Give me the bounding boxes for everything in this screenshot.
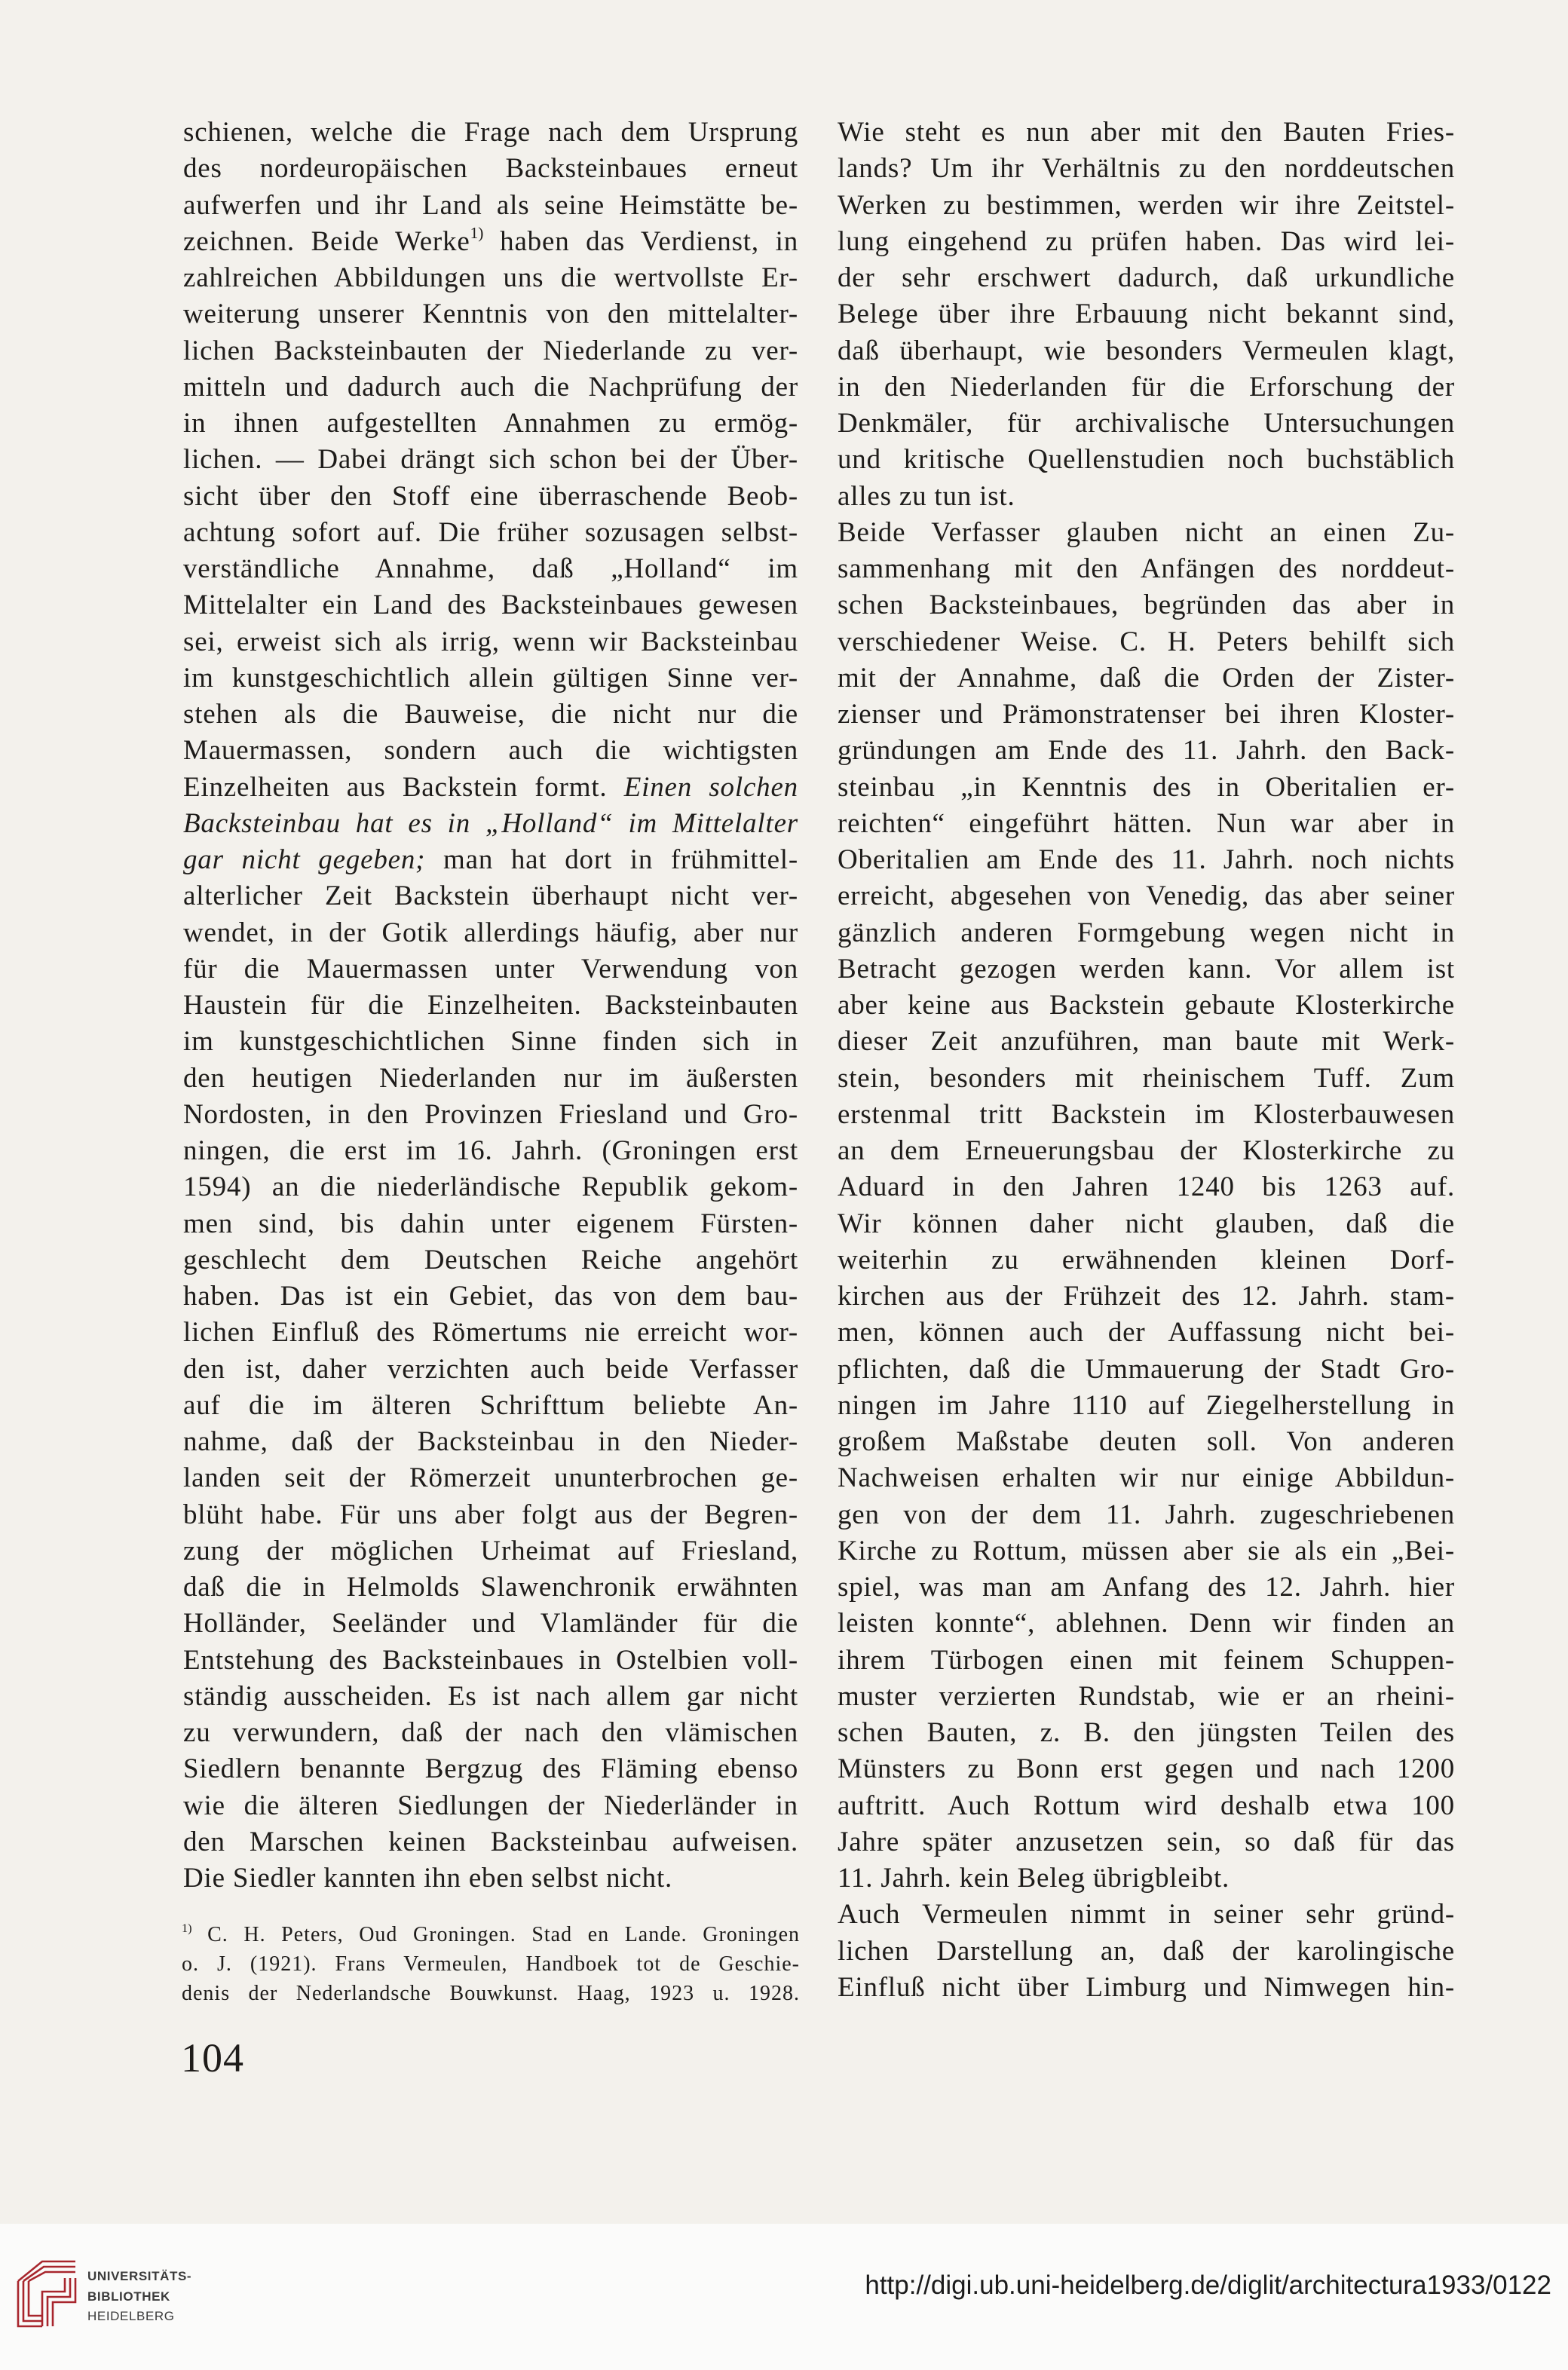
- text-line: 1594) an die niederländische Republik gekom-: [183, 1171, 798, 1203]
- text-line: zahlreichen Abbildungen uns die wertvollste Er-: [183, 262, 798, 293]
- source-url: http://digi.ub.uni-heidelberg.de/diglit/architectura1933/0122: [865, 2270, 1551, 2300]
- library-footer: [0, 2224, 1568, 2370]
- text-line: wendet, in der Gotik allerdings häufig, aber nur: [183, 917, 798, 948]
- page-number: 104: [181, 2035, 244, 2081]
- footnote-marker: 1): [182, 1921, 192, 1935]
- text-segment: Einzelheiten aus Backstein formt.: [183, 771, 624, 803]
- text-line: landen seit der Römerzeit ununterbrochen ge-: [183, 1462, 798, 1494]
- text-line: aufwerfen und ihr Land als seine Heimstätte be-: [183, 189, 798, 221]
- text-line: Belege über ihre Erbauung nicht bekannt sind,: [838, 299, 1455, 330]
- text-line: gründungen am Ende des 11. Jahrh. den Back-: [838, 735, 1455, 767]
- library-logo-icon: [12, 2255, 81, 2331]
- text-line: den ist, daher verzichten auch beide Verfasser: [183, 1353, 798, 1385]
- text-line: muster verzierten Rundstab, wie er an rheini-: [838, 1680, 1455, 1712]
- library-name-line: HEIDELBERG: [87, 2309, 175, 2323]
- text-line: reichten“ eingeführt hätten. Nun war aber in: [838, 807, 1455, 839]
- text-line: Mittelalter ein Land des Backsteinbaues gewesen: [183, 589, 798, 621]
- text-line: Denkmäler, für archivalische Untersuchungen: [838, 408, 1455, 439]
- text-line: geschlecht dem Deutschen Reiche angehört: [183, 1244, 798, 1275]
- text-line: ningen, die erst im 16. Jahrh. (Groningen erst: [183, 1135, 798, 1166]
- text-line: den heutigen Niederlanden nur im äußersten: [183, 1062, 798, 1094]
- text-line: lands? Um ihr Verhältnis zu den norddeutschen: [838, 153, 1455, 185]
- text-line: Siedlern benannte Bergzug des Fläming ebenso: [183, 1753, 798, 1785]
- text-line: sammenhang mit den Anfängen des norddeut-: [838, 553, 1455, 584]
- text-line: Oberitalien am Ende des 11. Jahrh. noch nichts: [838, 844, 1455, 875]
- text-line: sicht über den Stoff eine überraschende Beob-: [183, 480, 798, 512]
- text-segment: man hat dort in frühmittel-: [425, 844, 798, 875]
- library-name-line: UNIVERSITÄTS-: [87, 2269, 192, 2283]
- text-line: Mauermassen, sondern auch die wichtigsten: [183, 735, 798, 767]
- text-line: stehen als die Bauweise, die nicht nur die: [183, 699, 798, 730]
- text-line: lichen. — Dabei drängt sich schon bei der Über-: [183, 444, 798, 476]
- text-line: 11. Jahrh. kein Beleg übrigbleibt.: [838, 1863, 1230, 1894]
- text-line: dieser Zeit anzuführen, man baute mit Werk-: [838, 1026, 1455, 1058]
- text-line: schen Bauten, z. B. den jüngsten Teilen des: [838, 1717, 1455, 1748]
- text-line: lichen Backsteinbauten der Niederlande zu ver-: [183, 335, 798, 366]
- text-line: stein, besonders mit rheinischem Tuff. Zum: [838, 1062, 1455, 1094]
- text-line: Entstehung des Backsteinbaues in Ostelbien voll-: [183, 1644, 798, 1676]
- text-line: Jahre später anzusetzen sein, so daß für das: [838, 1826, 1455, 1857]
- text-line: blüht habe. Für uns aber folgt aus der Begren-: [183, 1499, 798, 1530]
- text-line: gen von der dem 11. Jahrh. zugeschriebenen: [838, 1499, 1455, 1530]
- text-line: pflichten, daß die Ummauerung der Stadt Gro-: [838, 1353, 1455, 1385]
- text-line: Auch Vermeulen nimmt in seiner sehr gründ-: [838, 1899, 1455, 1931]
- text-line: Wie steht es nun aber mit den Bauten Fries-: [838, 117, 1455, 148]
- text-line: in ihnen aufgestellten Annahmen zu ermög-: [183, 408, 798, 439]
- text-line: [183, 842, 798, 878]
- text-line: für die Mauermassen unter Verwendung von: [183, 953, 798, 984]
- text-line: weiterung unserer Kenntnis von den mittelalter-: [183, 299, 798, 330]
- right-text-column: [838, 115, 1455, 2006]
- text-line: spiel, was man am Anfang des 12. Jahrh. hier: [838, 1572, 1455, 1603]
- text-segment: zeichnen. Beide Werke: [183, 225, 470, 257]
- text-line: verständliche Annahme, daß „Holland“ im: [183, 553, 798, 584]
- text-line: Betracht gezogen werden kann. Vor allem ist: [838, 953, 1455, 984]
- text-line: [183, 224, 798, 260]
- text-line: daß überhaupt, wie besonders Vermeulen klagt,: [838, 335, 1455, 366]
- italic-emphasis: Backsteinbau hat es in „Holland“ im Mittelalter: [183, 807, 798, 839]
- left-text-column: [183, 115, 798, 1897]
- text-line: leisten konnte“, ablehnen. Denn wir finden an: [838, 1608, 1455, 1640]
- text-line: nahme, daß der Backsteinbau in den Nieder-: [183, 1426, 798, 1457]
- text-line: achtung sofort auf. Die früher sozusagen selbst-: [183, 516, 798, 548]
- text-line: lichen Einfluß des Römertums nie erreicht wor-: [183, 1317, 798, 1349]
- library-name-line: BIBLIOTHEK: [87, 2289, 170, 2304]
- text-line: alles zu tun ist.: [838, 480, 1015, 512]
- text-line: [183, 770, 798, 806]
- text-segment: C. H. Peters, Oud Groningen. Stad en Lande. Groningen: [191, 1923, 800, 1946]
- text-line: mit der Annahme, daß die Orden der Zister-: [838, 662, 1455, 694]
- text-line: men sind, bis dahin unter eigenem Fürsten-: [183, 1208, 798, 1239]
- italic-emphasis: gar nicht gegeben;: [183, 844, 426, 875]
- text-line: großem Maßstabe deuten soll. Von anderen: [838, 1426, 1455, 1457]
- text-line: alterlicher Zeit Backstein überhaupt nicht ver-: [183, 880, 798, 912]
- text-line: auftritt. Auch Rottum wird deshalb etwa 100: [838, 1790, 1455, 1821]
- text-line: [183, 806, 798, 842]
- text-segment: haben das Verdienst, in: [483, 225, 798, 257]
- text-line: Werken zu bestimmen, werden wir ihre Zeitstel-: [838, 189, 1455, 221]
- text-line: auf die im älteren Schrifttum beliebte An-: [183, 1389, 798, 1421]
- footnote-reference: 1): [470, 223, 484, 242]
- text-line: Haustein für die Einzelheiten. Backsteinbauten: [183, 990, 798, 1021]
- text-line: der sehr erschwert dadurch, daß urkundliche: [838, 262, 1455, 293]
- text-line: und kritische Quellenstudien noch buchstäblich: [838, 444, 1455, 476]
- text-line: zu verwundern, daß der nach den vlämischen: [183, 1717, 798, 1748]
- text-line: Holländer, Seeländer und Vlamländer für die: [183, 1608, 798, 1640]
- text-line: sei, erweist sich als irrig, wenn wir Backsteinbau: [183, 626, 798, 657]
- text-line: erstenmal tritt Backstein im Klosterbauwesen: [838, 1098, 1455, 1130]
- text-line: kirchen aus der Frühzeit des 12. Jahrh. stam-: [838, 1281, 1455, 1312]
- text-line: schienen, welche die Frage nach dem Ursprung: [183, 117, 798, 148]
- text-line: den Marschen keinen Backsteinbau aufweisen.: [183, 1826, 798, 1857]
- text-line: haben. Das ist ein Gebiet, das von dem bau-: [183, 1281, 798, 1312]
- text-line: lichen Darstellung an, daß der karolingische: [838, 1935, 1455, 1967]
- text-line: aber keine aus Backstein gebaute Klosterkirche: [838, 990, 1455, 1021]
- text-line: Die Siedler kannten ihn eben selbst nicht.: [183, 1863, 673, 1894]
- text-line: daß die in Helmolds Slawenchronik erwähnten: [183, 1572, 798, 1603]
- text-line: zienser und Prämonstratenser bei ihren Kloster-: [838, 699, 1455, 730]
- text-line: im kunstgeschichtlich allein gültigen Sinne ver-: [183, 662, 798, 694]
- text-line: steinbau „in Kenntnis des in Oberitalien er-: [838, 771, 1455, 803]
- text-line: Aduard in den Jahren 1240 bis 1263 auf.: [838, 1171, 1455, 1203]
- text-line: in den Niederlanden für die Erforschung der: [838, 371, 1455, 403]
- italic-emphasis: Einen solchen: [623, 771, 798, 803]
- footnote-line: [182, 1920, 800, 1949]
- text-line: wie die älteren Siedlungen der Niederländer in: [183, 1790, 798, 1821]
- text-line: ständig ausscheiden. Es ist nach allem gar nicht: [183, 1680, 798, 1712]
- text-line: verschiedener Weise. C. H. Peters behilft sich: [838, 626, 1455, 657]
- text-line: erreicht, abgesehen von Venedig, das aber seiner: [838, 880, 1455, 912]
- footnote-line: o. J. (1921). Frans Vermeulen, Handboek tot de Geschie-: [182, 1952, 800, 1976]
- text-line: weiterhin zu erwähnenden kleinen Dorf-: [838, 1244, 1455, 1275]
- footnote-line: denis der Nederlandsche Bouwkunst. Haag, 1923 u. 1928.: [182, 1982, 800, 2005]
- text-line: mitteln und dadurch auch die Nachprüfung der: [183, 371, 798, 403]
- text-line: lung eingehend zu prüfen haben. Das wird lei-: [838, 225, 1455, 257]
- text-line: Münsters zu Bonn erst gegen und nach 1200: [838, 1753, 1455, 1785]
- text-line: zung der möglichen Urheimat auf Friesland,: [183, 1535, 798, 1566]
- footnote: [182, 1920, 800, 2008]
- text-line: an dem Erneuerungsbau der Klosterkirche zu: [838, 1135, 1455, 1166]
- text-line: Wir können daher nicht glauben, daß die: [838, 1208, 1455, 1239]
- library-name: [87, 2267, 191, 2327]
- text-line: im kunstgeschichtlichen Sinne finden sich in: [183, 1026, 798, 1058]
- text-line: Nachweisen erhalten wir nur einige Abbildun-: [838, 1462, 1455, 1494]
- text-line: Kirche zu Rottum, müssen aber sie als ein „Bei-: [838, 1535, 1455, 1566]
- text-line: ihrem Türbogen einen mit feinem Schuppen-: [838, 1644, 1455, 1676]
- text-line: gänzlich anderen Formgebung wegen nicht in: [838, 917, 1455, 948]
- text-line: men, können auch der Auffassung nicht bei-: [838, 1317, 1455, 1349]
- text-line: Beide Verfasser glauben nicht an einen Zu-: [838, 516, 1455, 548]
- text-line: Nordosten, in den Provinzen Friesland und Gro-: [183, 1098, 798, 1130]
- text-line: ningen im Jahre 1110 auf Ziegelherstellung in: [838, 1389, 1455, 1421]
- text-line: des nordeuropäischen Backsteinbaues erneut: [183, 153, 798, 185]
- text-line: Einfluß nicht über Limburg und Nimwegen hin-: [838, 1971, 1455, 2003]
- text-line: schen Backsteinbaues, begründen das aber in: [838, 589, 1455, 621]
